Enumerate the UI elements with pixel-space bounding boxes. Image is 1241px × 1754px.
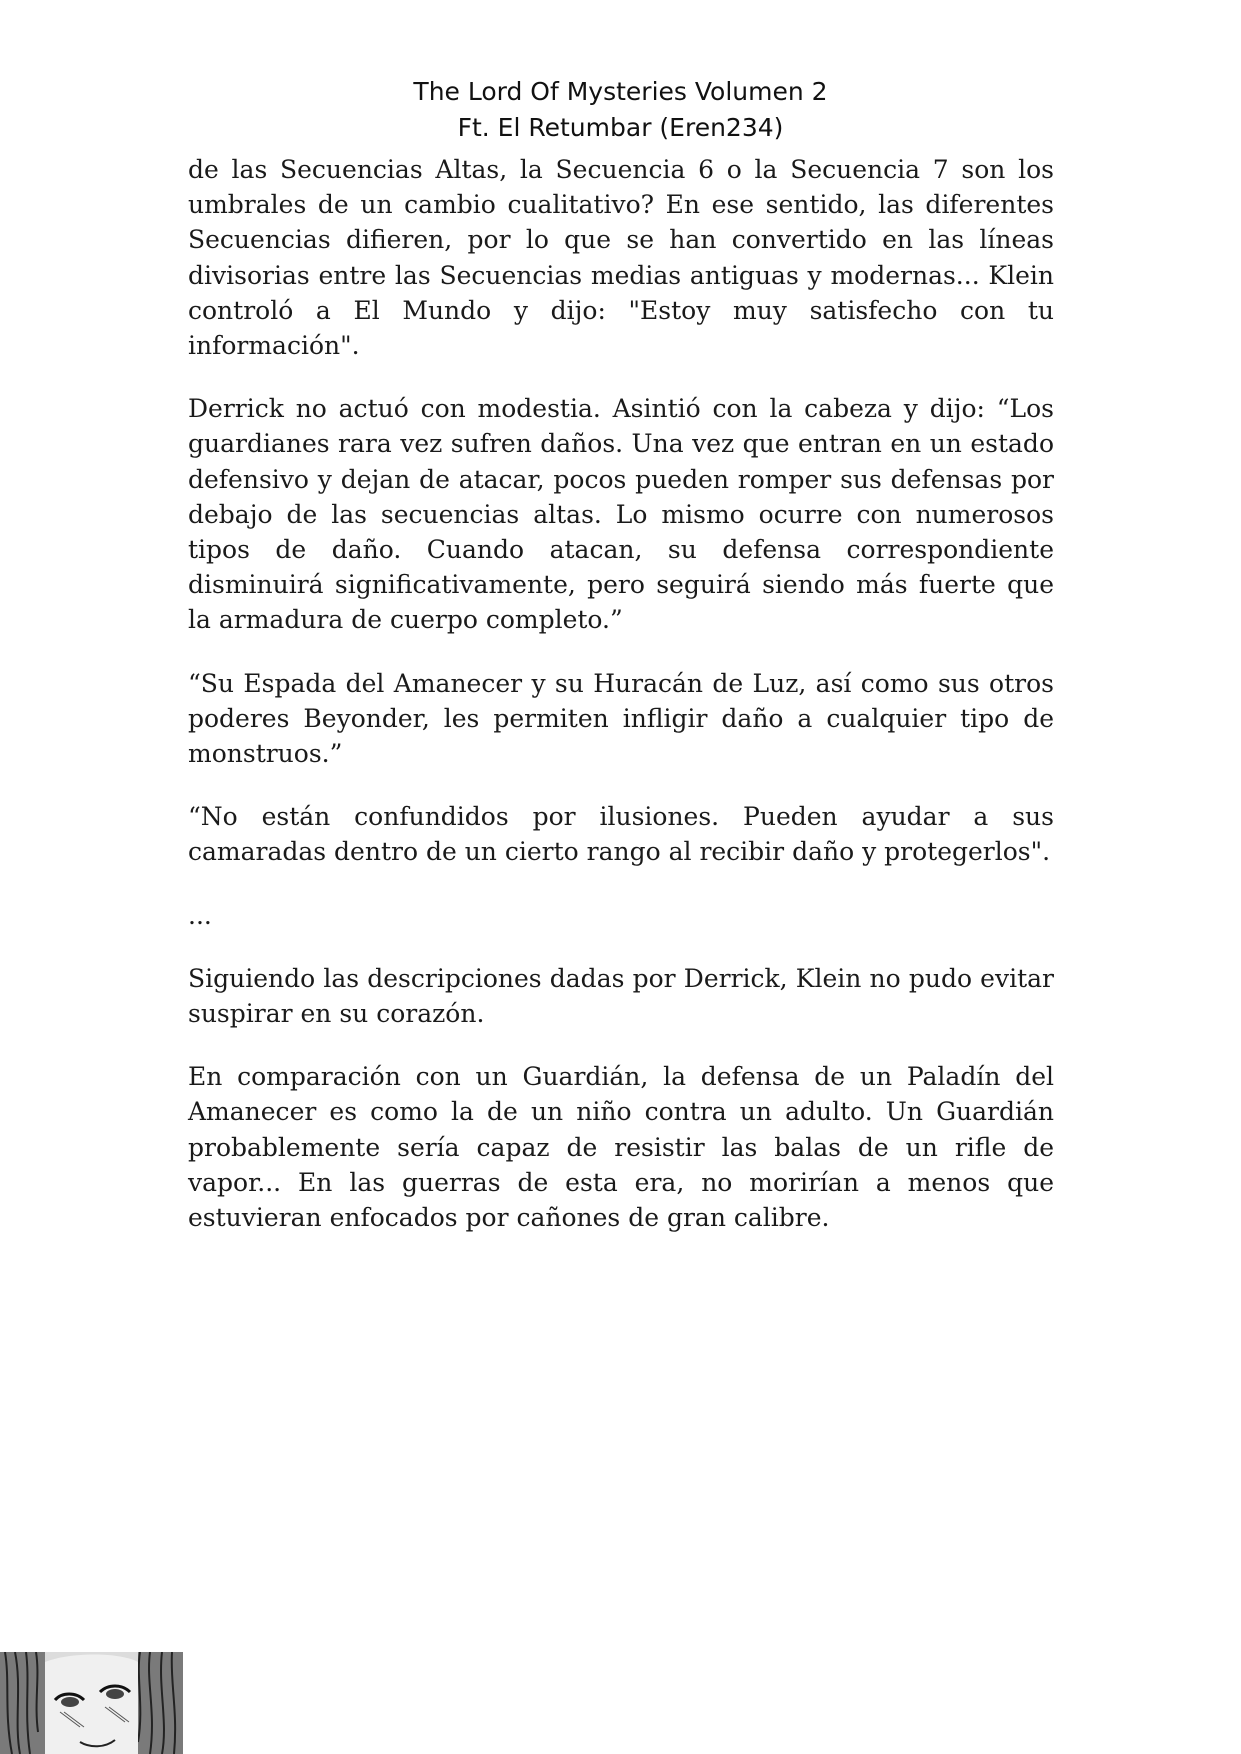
header-title: The Lord Of Mysteries Volumen 2 [413, 77, 828, 106]
paragraph-3: “Su Espada del Amanecer y su Huracán de Luz, así como sus otros poderes Beyonder, les permiten infligir daño a cualquier tipo de monstruos.” [188, 668, 1054, 769]
paragraph-6: En comparación con un Guardián, la defensa de un Paladín del Amanecer es como la de un niño contra un adulto. Un Guardián probablemente sería capaz de resistir las balas de un rifle de vapor... En las guerras de esta era, no morirían a menos que estuvieran enfocados por cañones de gran calibre. [188, 1062, 1054, 1233]
paragraph-2: Derrick no actuó con modestia. Asintió con la cabeza y dijo: “Los guardianes rara vez sufren daños. Una vez que entran en un estado defensivo y dejan de atacar, pocos pueden romper sus defensas por debajo de las secuencias altas. Lo mismo ocurre con numerosos tipos de daño. Cuando atacan, su defensa correspondiente disminuirá significativamente, pero seguirá siendo más fuerte que la armadura de cuerpo completo.” [188, 394, 1054, 635]
paragraph-4: “No están confundidos por ilusiones. Pueden ayudar a sus camaradas dentro de un cierto rango al recibir daño y protegerlos". [188, 802, 1054, 867]
manga-portrait-thumbnail [0, 1652, 183, 1754]
header-subtitle: Ft. El Retumbar (Eren234) [457, 113, 784, 142]
scene-break: ... [188, 900, 212, 930]
paragraph-5: Siguiendo las descripciones dadas por Derrick, Klein no pudo evitar suspirar en su corazón. [188, 963, 1054, 1029]
body-text [188, 152, 1054, 1263]
paragraph-1: de las Secuencias Altas, la Secuencia 6 o la Secuencia 7 son los umbrales de un cambio cualitativo? En ese sentido, las diferentes Secuencias difieren, por lo que se han convertido en las líneas divisorias entre las Secuencias medias antiguas y modernas... Klein controló a El Mundo y dijo: "Estoy muy satisfecho con tu información". [188, 155, 1054, 361]
page-header [0, 74, 1241, 146]
portrait-image-icon [0, 1652, 183, 1754]
